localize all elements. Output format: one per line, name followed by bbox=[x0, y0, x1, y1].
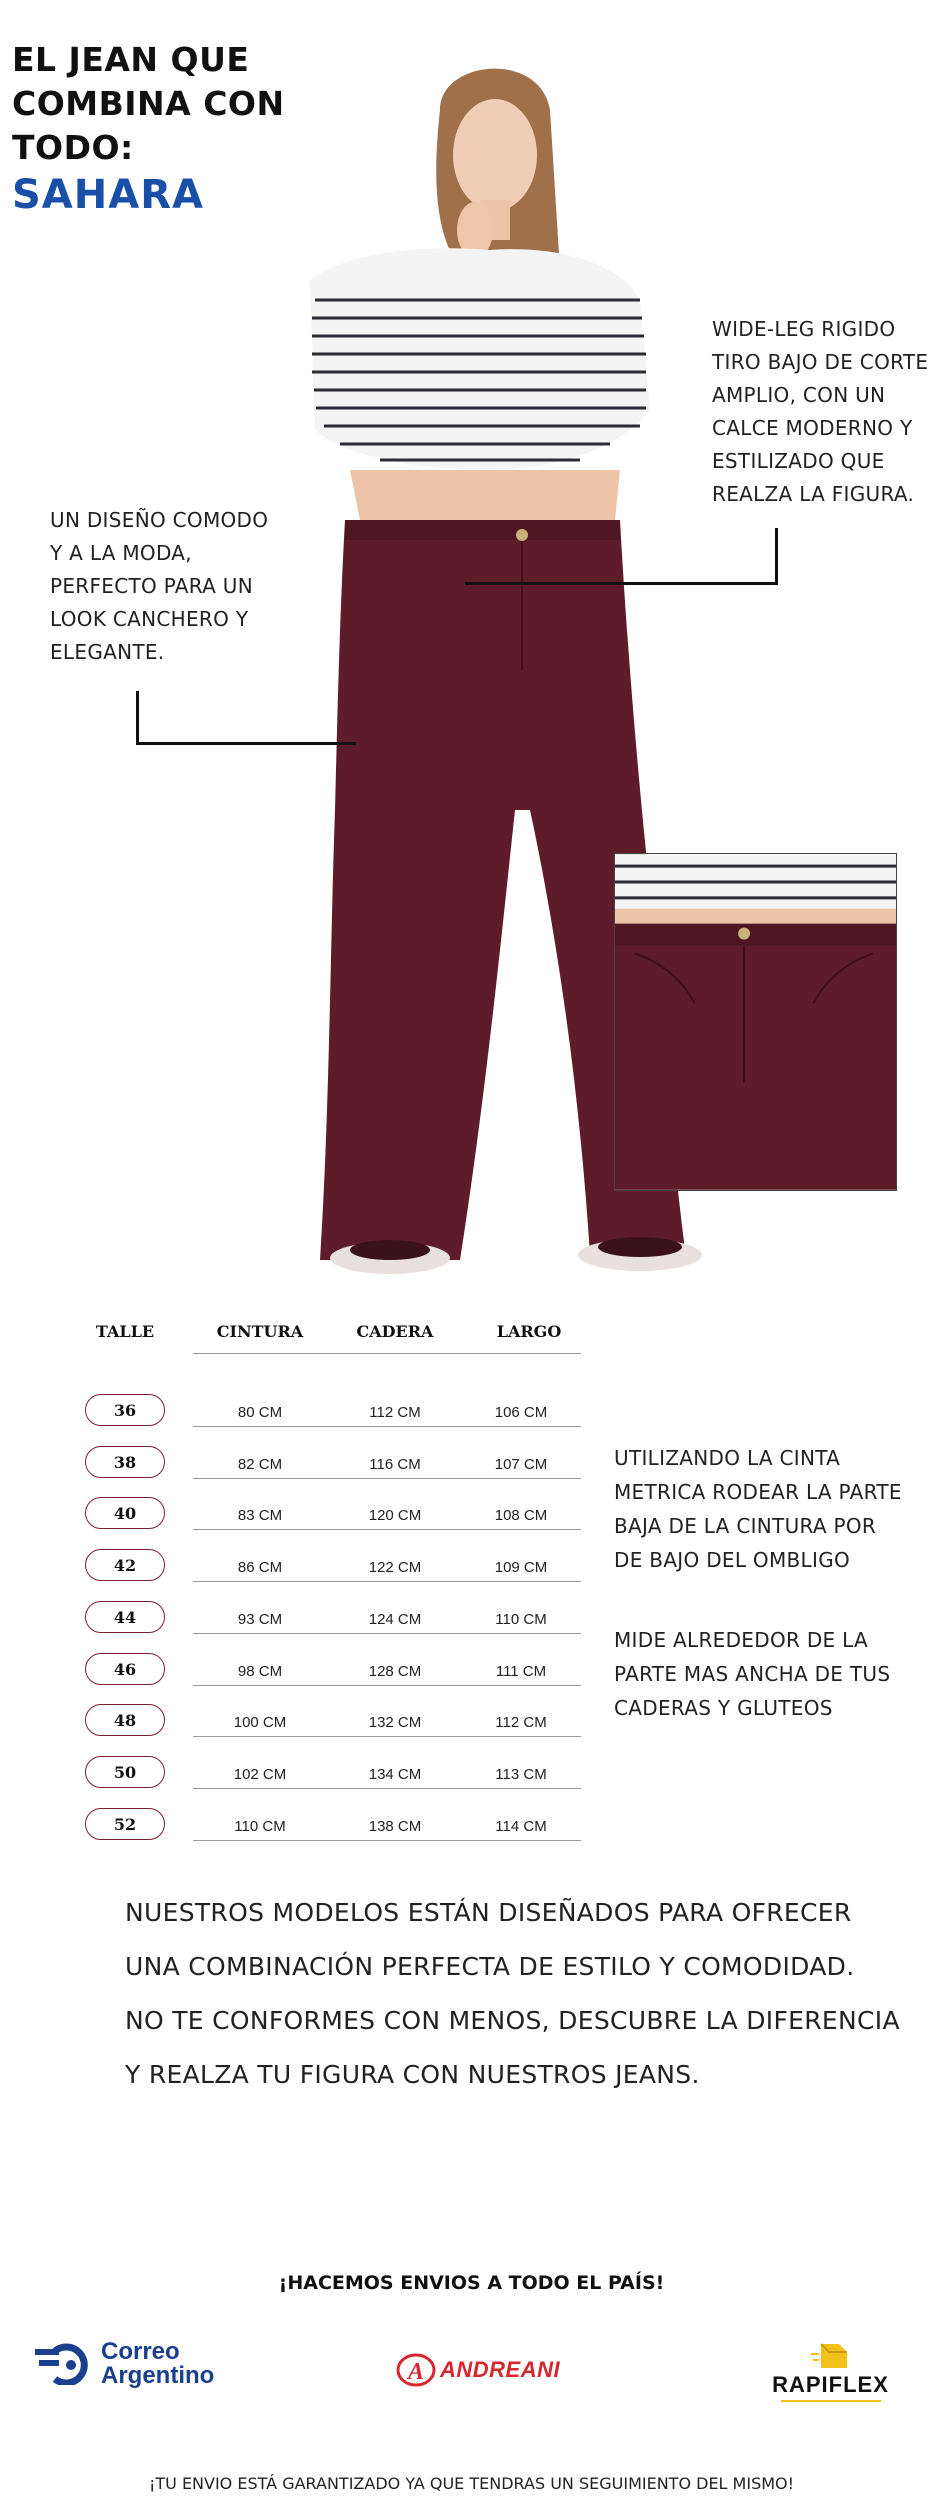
promo-line: NO TE CONFORMES CON MENOS, DESCUBRE LA DIFERENCIA bbox=[125, 2006, 900, 2035]
feature-left-line: Y A LA MODA, bbox=[50, 541, 192, 565]
feature-left-line: PERFECTO PARA UN bbox=[50, 574, 254, 598]
size-table-header-cadera: CADERA bbox=[356, 1322, 434, 1341]
rapiflex-logo bbox=[768, 2340, 893, 2402]
size-table-row-rule bbox=[193, 1478, 581, 1479]
feature-right-line: AMPLIO, CON UN bbox=[712, 383, 886, 407]
hips-instruction-line: PARTE MAS ANCHA DE TUS bbox=[614, 1662, 891, 1686]
size-table-row-rule bbox=[193, 1736, 581, 1737]
size-cell-largo: 106 CM bbox=[494, 1404, 548, 1421]
title-line-2: COMBINA CON bbox=[12, 84, 285, 123]
promo-line: NUESTROS MODELOS ESTÁN DISEÑADOS PARA OFRECER bbox=[125, 1898, 852, 1927]
page-title bbox=[12, 38, 285, 220]
size-cell-cintura: 93 CM bbox=[237, 1611, 283, 1628]
size-cell-cadera: 112 CM bbox=[369, 1404, 421, 1421]
size-cell-cadera: 128 CM bbox=[368, 1663, 422, 1680]
size-cell-cadera: 134 CM bbox=[368, 1766, 422, 1783]
svg-text:A: A bbox=[408, 2359, 425, 2385]
size-table-row-rule bbox=[193, 1426, 581, 1427]
callout-line-right-horizontal bbox=[465, 582, 778, 585]
hips-instruction-line: MIDE ALREDEDOR DE LA bbox=[614, 1628, 869, 1652]
feature-right-line: TIRO BAJO DE CORTE bbox=[712, 350, 929, 374]
correo-line-2: Argentino bbox=[101, 2362, 215, 2389]
size-table-header-talle: TALLE bbox=[95, 1322, 155, 1341]
size-table-header-cintura: CINTURA bbox=[216, 1322, 304, 1341]
size-cell-largo: 110 CM bbox=[495, 1611, 547, 1628]
size-pill: 50 bbox=[85, 1756, 165, 1788]
rapiflex-text: RAPIFLEX bbox=[772, 2372, 889, 2397]
correo-argentino-icon bbox=[35, 2343, 95, 2385]
shipping-footer-note: ¡TU ENVIO ESTÁ GARANTIZADO YA QUE TENDRAS UN SEGUIMIENTO DEL MISMO! bbox=[148, 2474, 795, 2493]
size-table-row-rule bbox=[193, 1633, 581, 1634]
size-table-header-largo: LARGO bbox=[496, 1322, 562, 1341]
size-pill: 44 bbox=[85, 1601, 165, 1633]
feature-text-left bbox=[50, 504, 290, 669]
size-cell-largo: 112 CM bbox=[495, 1714, 547, 1731]
andreani-logo bbox=[396, 2353, 560, 2387]
feature-left-line: UN DISEÑO COMODO bbox=[50, 508, 269, 532]
size-pill: 46 bbox=[85, 1653, 165, 1685]
size-cell-cintura: 98 CM bbox=[237, 1663, 283, 1680]
size-cell-cadera: 138 CM bbox=[368, 1818, 422, 1835]
size-table-row-rule bbox=[193, 1788, 581, 1789]
size-cell-cadera: 116 CM bbox=[369, 1456, 421, 1473]
andreani-text: ANDREANI bbox=[440, 2357, 561, 2382]
promo-line: UNA COMBINACIÓN PERFECTA DE ESTILO Y COMODIDAD. bbox=[125, 1952, 855, 1981]
size-table-row-rule bbox=[193, 1529, 581, 1530]
size-pill: 38 bbox=[85, 1446, 165, 1478]
size-cell-largo: 108 CM bbox=[494, 1507, 548, 1524]
size-table-header-rule bbox=[193, 1353, 581, 1354]
brand-name: SAHARA bbox=[12, 172, 204, 218]
size-table-row-rule bbox=[193, 1581, 581, 1582]
size-cell-cadera: 120 CM bbox=[368, 1507, 422, 1524]
size-cell-largo: 107 CM bbox=[494, 1456, 548, 1473]
size-cell-largo: 114 CM bbox=[495, 1818, 547, 1835]
size-cell-cadera: 122 CM bbox=[368, 1559, 422, 1576]
feature-left-line: LOOK CANCHERO Y bbox=[50, 607, 249, 631]
size-pill: 42 bbox=[85, 1549, 165, 1581]
andreani-icon bbox=[396, 2353, 436, 2387]
callout-line-left-horizontal bbox=[136, 742, 356, 745]
rapiflex-box-icon bbox=[811, 2340, 851, 2372]
shipping-title: ¡HACEMOS ENVIOS A TODO EL PAÍS! bbox=[278, 2272, 665, 2294]
hips-instruction-line: CADERAS Y GLUTEOS bbox=[614, 1696, 833, 1720]
detail-inset-photo bbox=[614, 853, 897, 1191]
size-cell-cintura: 86 CM bbox=[237, 1559, 283, 1576]
waist-instruction-line: UTILIZANDO LA CINTA bbox=[614, 1446, 841, 1470]
size-pill: 40 bbox=[85, 1497, 165, 1529]
size-table-row-rule bbox=[193, 1840, 581, 1841]
rapiflex-underline bbox=[781, 2400, 881, 2402]
feature-right-line: CALCE MODERNO Y bbox=[712, 416, 913, 440]
size-pill: 48 bbox=[85, 1704, 165, 1736]
size-table-row-rule bbox=[193, 1685, 581, 1686]
callout-line-right bbox=[775, 528, 778, 584]
feature-left-line: ELEGANTE. bbox=[50, 640, 165, 664]
size-cell-cintura: 110 CM bbox=[234, 1818, 286, 1835]
feature-right-line: ESTILIZADO QUE bbox=[712, 449, 885, 473]
size-cell-cintura: 82 CM bbox=[237, 1456, 283, 1473]
feature-right-line: WIDE-LEG RIGIDO bbox=[712, 317, 896, 341]
feature-right-line: REALZA LA FIGURA. bbox=[712, 482, 915, 506]
waist-instruction-line: METRICA RODEAR LA PARTE bbox=[614, 1480, 902, 1504]
size-cell-cadera: 132 CM bbox=[368, 1714, 422, 1731]
size-cell-cintura: 100 CM bbox=[233, 1714, 287, 1731]
size-pill: 36 bbox=[85, 1394, 165, 1426]
feature-text-right bbox=[712, 313, 942, 511]
callout-line-left bbox=[136, 691, 139, 745]
correo-line-1: Correo bbox=[101, 2338, 180, 2365]
title-line-1: EL JEAN QUE bbox=[12, 40, 250, 79]
size-pill: 52 bbox=[85, 1808, 165, 1840]
correo-argentino-logo bbox=[35, 2340, 214, 2388]
size-cell-cadera: 124 CM bbox=[368, 1611, 422, 1628]
waist-instruction-line: DE BAJO DEL OMBLIGO bbox=[614, 1548, 851, 1572]
size-cell-cintura: 102 CM bbox=[233, 1766, 287, 1783]
promo-text bbox=[125, 1886, 925, 2102]
size-cell-cintura: 83 CM bbox=[237, 1507, 283, 1524]
size-cell-largo: 111 CM bbox=[495, 1663, 547, 1680]
promo-line: Y REALZA TU FIGURA CON NUESTROS JEANS. bbox=[125, 2060, 700, 2089]
hips-instructions bbox=[614, 1623, 934, 1725]
size-cell-cintura: 80 CM bbox=[237, 1404, 283, 1421]
waist-instructions bbox=[614, 1441, 934, 1577]
size-cell-largo: 113 CM bbox=[495, 1766, 547, 1783]
size-cell-largo: 109 CM bbox=[494, 1559, 548, 1576]
title-line-3: TODO: bbox=[12, 128, 134, 167]
waist-instruction-line: BAJA DE LA CINTURA POR bbox=[614, 1514, 877, 1538]
